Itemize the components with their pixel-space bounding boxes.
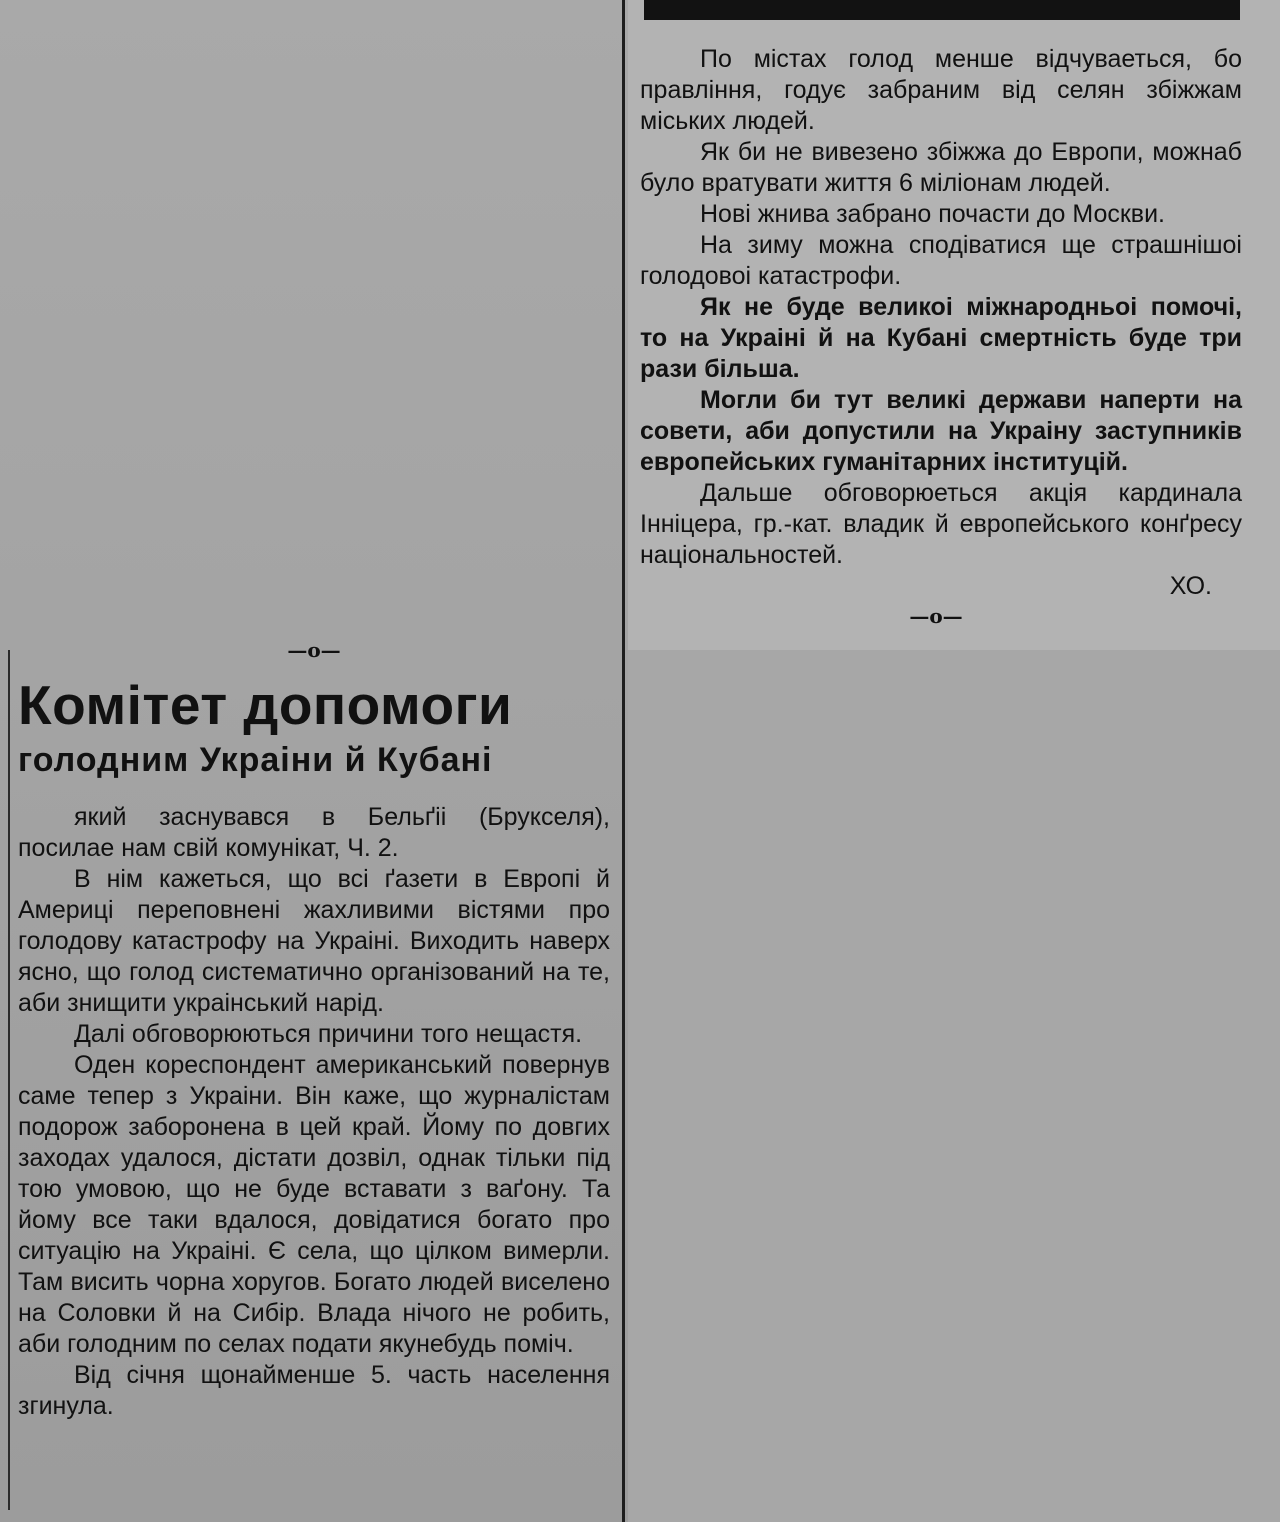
article-paragraph: Від січня щонайменше 5. часть населення згинула.	[18, 1361, 610, 1420]
article-paragraph: Оден кореспондент американський повернув саме тепер з Украіни. Він каже, що журналістам подорож заборонена в цей край. Йому по довгих заходах удалося, дістати дозвіл, однак тільки під тою умовою, що не буде вставати з ваґону. Та йому все таки вдалося, довідатися богато про ситуацію на Украіні. Є села, що цілком вимерли. Там висить чорна хоругов. Богато людей виселено на Соловки й на Сибір. Влада нічого не робить, аби голодним по селах подати якунебудь поміч.	[18, 1051, 610, 1358]
end-separator: —о—	[909, 604, 963, 628]
article-paragraph: По містах голод менше відчуваеться, бо правління, годує забраним від селян збіжжам міських людей.	[640, 45, 1242, 135]
article-paragraph: Нові жнива забрано почасти до Москви.	[700, 200, 1165, 228]
author-signature: ХО.	[1169, 572, 1212, 600]
article-paragraph: Дальше обговорюеться акція кардинала Інніцера, гр.-кат. владик й европейського конґресу національностей.	[640, 479, 1242, 569]
left-edge-rule	[8, 650, 10, 1510]
article-paragraph-bold: Могли би тут великі держави наперти на совети, аби допустили на Украіну заступників европейських гуманітарних інституцій.	[640, 386, 1242, 476]
article-paragraph: який заснувався в Бельґіі (Брукселя), посилае нам свій комунікат, Ч. 2.	[18, 803, 610, 862]
top-black-banner	[644, 0, 1240, 20]
right-article-column	[640, 44, 1242, 628]
article-subheadline: голодним Украіни й Кубані	[18, 741, 493, 779]
top-separator: —о—	[287, 638, 341, 662]
left-article-column	[18, 638, 610, 1422]
column-divider-rule	[622, 0, 625, 1522]
signature-row	[640, 571, 1242, 602]
article-paragraph: Далі обговорюються причини того нещастя.	[74, 1020, 583, 1048]
article-paragraph: Як би не вивезено збіжжа до Европи, можнаб було вратувати життя 6 міліонам людей.	[640, 138, 1242, 197]
article-headline: Комітет допомоги	[18, 674, 513, 736]
article-paragraph: На зиму можна сподіватися ще страшнішоі голодовоі катастрофи.	[640, 231, 1242, 290]
article-paragraph-bold: Як не буде великоі міжнародньоі помочі, то на Украіні й на Кубані смертність буде три рази більша.	[640, 293, 1242, 383]
article-paragraph: В нім кажеться, що всі ґазети в Европі й Америці переповнені жахливими вістями про голодову катастрофу на Украіні. Виходить наверх ясно, що голод систематично організований на те, аби знищити украінський нарід.	[18, 865, 610, 1017]
blank-paper-area	[628, 650, 1280, 1522]
